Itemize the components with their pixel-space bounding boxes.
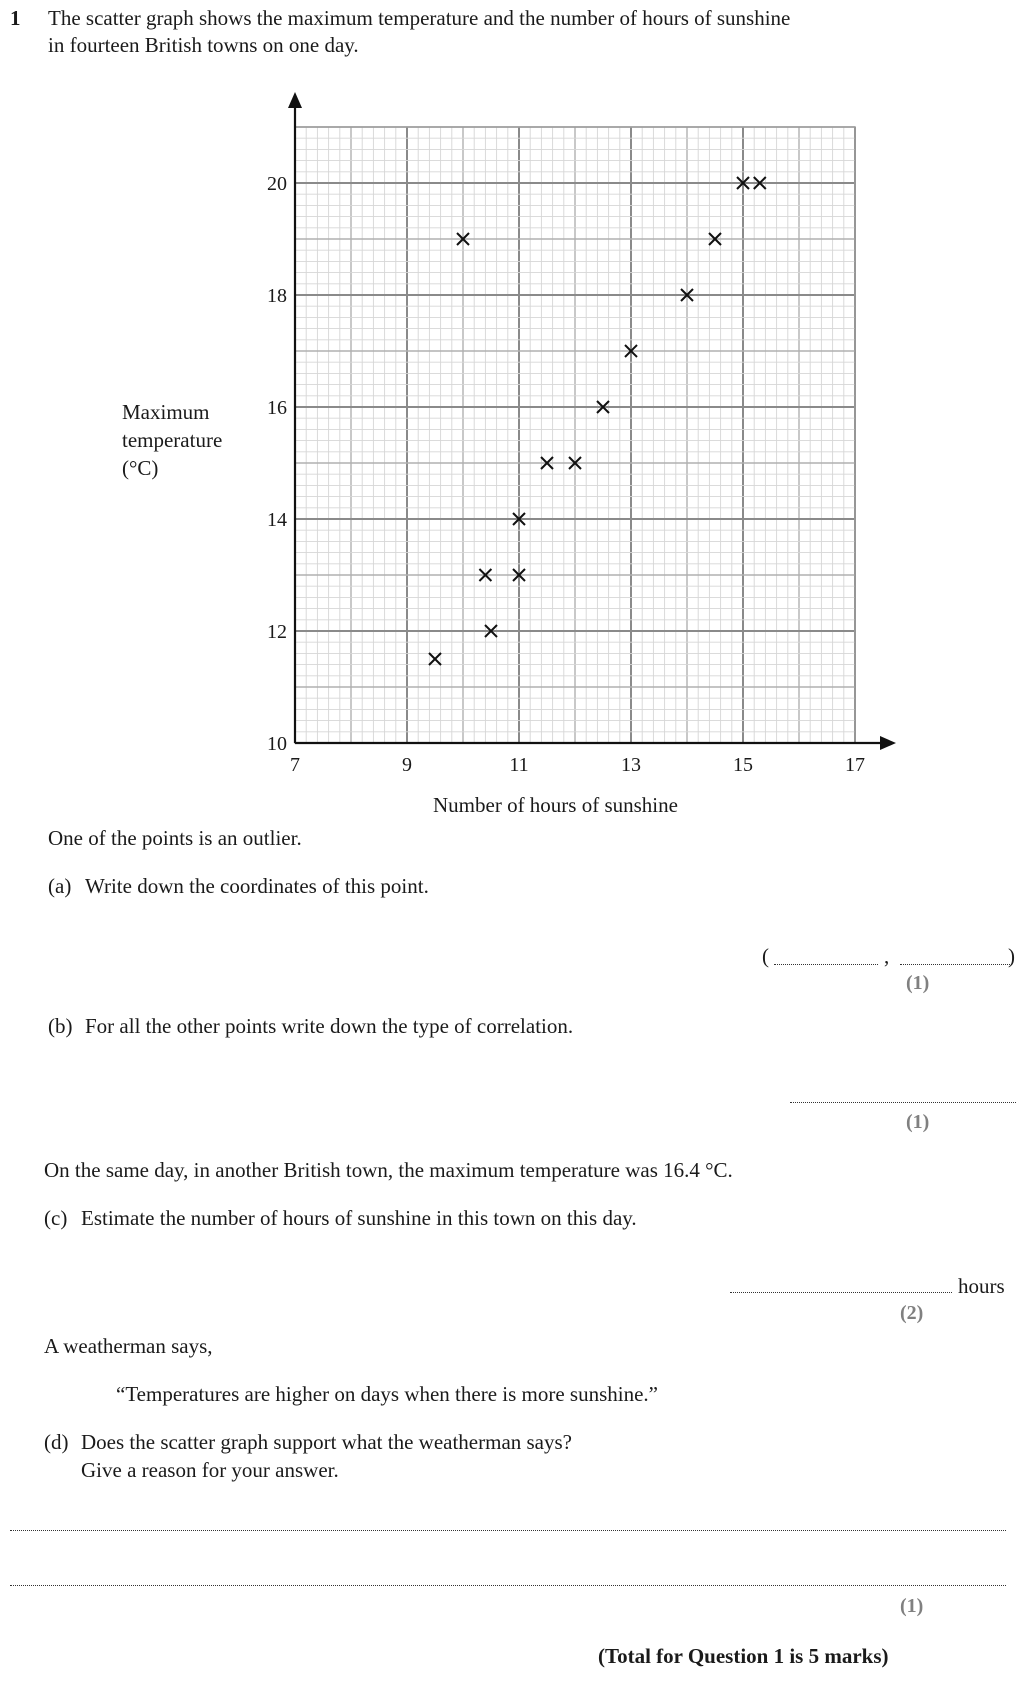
weatherman-quote: “Temperatures are higher on days when there is more sunshine.” (116, 1382, 659, 1406)
coord-x-answer-line[interactable] (774, 964, 878, 965)
y-axis-label-line1: Maximum (122, 400, 210, 424)
part-d-text-line2: Give a reason for your answer. (81, 1458, 339, 1482)
x-tick-label: 15 (733, 754, 753, 776)
part-c-text: Estimate the number of hours of sunshine in this town on this day. (81, 1206, 637, 1230)
y-axis-label-line2: temperature (122, 428, 223, 452)
same-day-statement: On the same day, in another British town, the maximum temperature was 16.4 °C. (44, 1158, 733, 1182)
x-tick-label: 13 (621, 754, 641, 776)
y-tick-label: 10 (267, 733, 287, 755)
scatter-chart (0, 0, 1036, 820)
part-a-text: Write down the coordinates of this point. (85, 874, 429, 898)
outlier-statement: One of the points is an outlier. (48, 826, 302, 850)
part-d-marks: (1) (900, 1595, 924, 1617)
y-axis-arrow-icon (288, 92, 302, 108)
part-b-marks: (1) (906, 1111, 930, 1133)
x-tick-label: 11 (509, 754, 529, 776)
part-d-answer-line-2[interactable] (10, 1585, 1006, 1586)
question-intro-line1: The scatter graph shows the maximum temperature and the number of hours of sunshine (48, 6, 791, 30)
y-tick-label: 18 (267, 285, 287, 307)
x-tick-label: 17 (845, 754, 865, 776)
chart-grid (295, 127, 855, 743)
part-d-text-line1: Does the scatter graph support what the weatherman says? (81, 1430, 572, 1454)
x-tick-label: 9 (402, 754, 412, 776)
y-axis-label-line3: (°C) (122, 456, 159, 480)
coord-open-paren: ( (762, 944, 769, 968)
x-axis-label: Number of hours of sunshine (433, 793, 678, 817)
x-tick-label: 7 (290, 754, 300, 776)
question-intro-line2: in fourteen British towns on one day. (48, 33, 359, 57)
part-c-label: (c) (44, 1206, 68, 1230)
data-point (429, 653, 441, 665)
part-d-label: (d) (44, 1430, 69, 1454)
part-d-answer-line-1[interactable] (10, 1530, 1006, 1531)
question-number: 1 (10, 6, 21, 30)
part-c-answer-line[interactable] (730, 1292, 952, 1293)
x-axis-arrow-icon (880, 736, 896, 750)
y-tick-label: 14 (267, 509, 287, 531)
part-a-label: (a) (48, 874, 72, 898)
y-tick-label: 20 (267, 173, 287, 195)
coord-close-paren: ) (1008, 944, 1015, 968)
part-a-marks: (1) (906, 972, 930, 994)
part-b-label: (b) (48, 1014, 73, 1038)
part-b-answer-line[interactable] (790, 1102, 1016, 1103)
y-tick-label: 16 (267, 397, 287, 419)
part-c-marks: (2) (900, 1302, 924, 1324)
weatherman-statement: A weatherman says, (44, 1334, 213, 1358)
coord-y-answer-line[interactable] (900, 964, 1010, 965)
chart-axes (288, 92, 896, 750)
y-tick-label: 12 (267, 621, 287, 643)
coord-comma: , (884, 944, 890, 968)
total-marks: (Total for Question 1 is 5 marks) (598, 1644, 889, 1668)
part-c-unit: hours (958, 1274, 1005, 1298)
part-b-text: For all the other points write down the type of correlation. (85, 1014, 574, 1038)
